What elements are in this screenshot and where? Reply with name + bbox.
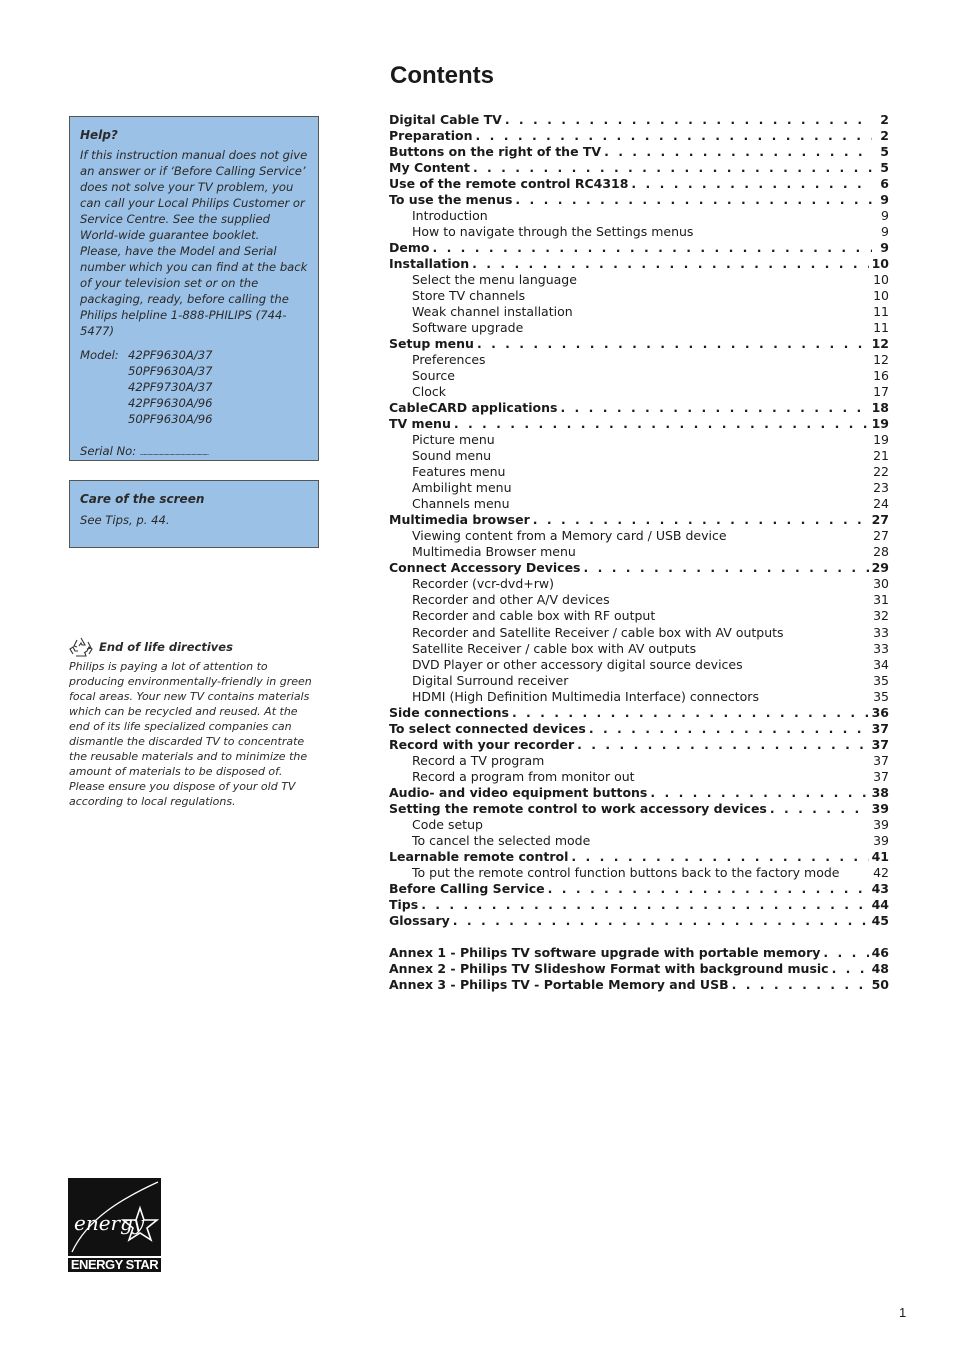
toc-page-number: 9 — [881, 208, 889, 224]
toc-entry-label: Introduction — [412, 208, 488, 224]
toc-page-number: 6 — [880, 176, 889, 192]
toc-entry-label: Annex 2 - Philips TV Slideshow Format with background music — [389, 960, 829, 976]
toc-page-number: 50 — [871, 976, 889, 992]
toc-dot-leader — [832, 961, 869, 977]
toc-entry-label: DVD Player or other accessory digital source devices — [412, 656, 743, 672]
toc-page-number: 46 — [871, 944, 889, 960]
toc-subentry[interactable] — [389, 288, 889, 304]
toc-page-number: 37 — [871, 720, 889, 736]
toc-page-number: 39 — [871, 800, 889, 816]
toc-entry-label: Use of the remote control RC4318 — [389, 176, 629, 192]
toc-page-number: 18 — [871, 400, 889, 416]
toc-page-number: 24 — [873, 496, 889, 512]
toc-entry-label: Record a TV program — [412, 752, 545, 768]
energy-star-logo — [68, 1178, 161, 1272]
toc-page-number: 48 — [871, 960, 889, 976]
toc-entry-label: To cancel the selected mode — [412, 832, 591, 848]
toc-entry-label: To put the remote control function buttons back to the factory mode — [412, 864, 840, 880]
toc-entry-label: Learnable remote control — [389, 848, 569, 864]
toc-entry[interactable] — [389, 336, 889, 352]
toc-entry-label: How to navigate through the Settings menus — [412, 224, 694, 240]
toc-entry-label: Sound menu — [412, 448, 492, 464]
toc-entry-label: Channels menu — [412, 496, 510, 512]
toc-entry-label: HDMI (High Definition Multimedia Interface) connectors — [412, 688, 759, 704]
toc-entry[interactable] — [389, 128, 889, 144]
toc-entry[interactable] — [389, 721, 889, 737]
toc-page-number: 12 — [873, 352, 889, 368]
toc-entry[interactable] — [389, 256, 889, 272]
toc-entry-label: Before Calling Service — [389, 880, 545, 896]
toc-dot-leader — [631, 176, 872, 192]
toc-entry-label: Store TV channels — [412, 288, 526, 304]
eol-text-2: Please ensure you dispose of your old TV according to local regulations. — [69, 780, 296, 808]
toc-entry-label: Viewing content from a Memory card / USB device — [412, 528, 727, 544]
help-box-text: If this instruction manual does not give an answer or if ‘Before Calling Service’ does not solve your TV problem, you can call your Local Philips Customer or Service Centre. See the supplied World-wide guarantee booklet. — [80, 148, 308, 242]
toc-dot-leader — [571, 849, 868, 865]
toc-entry-label: Clock — [412, 384, 446, 400]
toc-entry-label: TV menu — [389, 416, 451, 432]
toc-page-number: 11 — [873, 320, 889, 336]
toc-dot-leader — [453, 913, 869, 929]
toc-entry[interactable] — [389, 945, 889, 961]
toc-dot-leader — [421, 897, 868, 913]
toc-entry-label: Record a program from monitor out — [412, 768, 635, 784]
toc-page-number: 12 — [871, 336, 889, 352]
toc-subentry[interactable] — [389, 368, 889, 384]
toc-entry-label: Source — [412, 368, 455, 384]
toc-entry-label: Tips — [389, 896, 419, 912]
help-box-title: Help? — [80, 128, 118, 142]
toc-page-number: 11 — [873, 304, 889, 320]
toc-entry-label: Record with your recorder — [389, 736, 575, 752]
toc-dot-leader — [512, 705, 869, 721]
toc-entry-label: Multimedia Browser menu — [412, 544, 576, 560]
toc-page-number: 19 — [871, 416, 889, 432]
toc-dot-leader — [577, 737, 868, 753]
model-numbers — [128, 347, 213, 427]
toc-entry[interactable] — [389, 737, 889, 753]
toc-subentry[interactable] — [389, 544, 889, 560]
toc-entry-label: To select connected devices — [389, 720, 586, 736]
model-number: 42PF9630A/37 — [128, 348, 213, 362]
end-of-life-section — [69, 637, 315, 809]
toc-dot-leader — [476, 128, 872, 144]
toc-page-number: 31 — [873, 592, 889, 608]
toc-page-number: 33 — [873, 624, 889, 640]
toc-page-number: 37 — [871, 736, 889, 752]
toc-dot-leader — [650, 785, 868, 801]
toc-entry-label: Satellite Receiver / cable box with AV outputs — [412, 640, 697, 656]
toc-page-number: 41 — [871, 848, 889, 864]
page-number: 1 — [899, 1305, 907, 1320]
toc-page-number: 35 — [873, 688, 889, 704]
toc-dot-leader — [548, 881, 869, 897]
toc-subentry[interactable] — [389, 689, 889, 705]
toc-dot-leader — [477, 336, 869, 352]
toc-page-number: 29 — [871, 560, 889, 576]
toc-entry-label: Recorder and Satellite Receiver / cable box with AV outputs — [412, 624, 784, 640]
toc-dot-leader — [823, 945, 868, 961]
toc-entry-label: Recorder and cable box with RF output — [412, 608, 656, 624]
care-box-title: Care of the screen — [80, 492, 205, 506]
recycle-icon — [69, 637, 93, 657]
toc-entry[interactable] — [389, 849, 889, 865]
toc-entry[interactable] — [389, 144, 889, 160]
care-box — [69, 480, 319, 548]
toc-spacer — [389, 929, 889, 945]
toc-entry-label: Digital Cable TV — [389, 112, 502, 127]
toc-entry-label: Connect Accessory Devices — [389, 560, 581, 576]
toc-entry-label: Digital Surround receiver — [412, 672, 569, 688]
toc-page-number: 35 — [873, 672, 889, 688]
toc-entry-label: CableCARD applications — [389, 400, 558, 416]
energy-script: energy — [74, 1211, 145, 1235]
toc-entry-label: Code setup — [412, 816, 483, 832]
serial-line — [80, 443, 308, 461]
toc-entry[interactable] — [389, 705, 889, 721]
table-of-contents — [389, 112, 889, 993]
toc-dot-leader — [584, 560, 869, 576]
toc-entry-label: Side connections — [389, 704, 509, 720]
toc-entry-label: Setting the remote control to work accessory devices — [389, 800, 767, 816]
toc-subentry[interactable] — [389, 592, 889, 608]
toc-subentry[interactable] — [389, 480, 889, 496]
toc-entry-label: Features menu — [412, 464, 506, 480]
toc-page-number: 19 — [873, 432, 889, 448]
model-number: 50PF9630A/37 — [128, 364, 213, 378]
toc-entry-label: Recorder (vcr-dvd+rw) — [412, 576, 554, 592]
toc-entry-label: Annex 1 - Philips TV software upgrade with portable memory — [389, 944, 821, 960]
toc-entry-label: Preparation — [389, 128, 473, 144]
care-box-text: See Tips, p. 44. — [80, 513, 170, 527]
toc-entry-label: Preferences — [412, 352, 486, 368]
toc-page-number: 27 — [871, 512, 889, 528]
toc-entry[interactable] — [389, 512, 889, 528]
toc-page-number: 36 — [871, 704, 889, 720]
toc-entry-label: Software upgrade — [412, 320, 524, 336]
toc-entry-label: Weak channel installation — [412, 304, 573, 320]
toc-page-number: 37 — [873, 752, 889, 768]
toc-entry[interactable] — [389, 416, 889, 432]
toc-entry-label: Annex 3 - Philips TV - Portable Memory and USB — [389, 976, 729, 992]
toc-page-number: 10 — [873, 288, 889, 304]
toc-entry-label: Ambilight menu — [412, 480, 512, 496]
toc-page-number: 28 — [873, 544, 889, 560]
toc-page-number: 39 — [873, 816, 889, 832]
toc-dot-leader — [533, 512, 869, 528]
toc-entry[interactable] — [389, 192, 889, 208]
toc-page-number: 9 — [880, 240, 889, 256]
toc-entry-label: Recorder and other A/V devices — [412, 592, 610, 608]
energy-star-label: ENERGY STAR — [68, 1256, 161, 1272]
toc-page-number: 27 — [873, 528, 889, 544]
toc-page-number: 30 — [873, 576, 889, 592]
toc-dot-leader — [454, 416, 869, 432]
help-box-text-2: Please, have the Model and Serial number which you can find at the back of your television set or on the packaging, ready, before calling the Philips helpline 1-888-PHILIPS (744-5477) — [80, 244, 308, 338]
toc-page-number: 39 — [873, 832, 889, 848]
toc-entry-label: Glossary — [389, 912, 450, 928]
toc-subentry[interactable] — [389, 352, 889, 368]
toc-dot-leader — [432, 240, 872, 256]
help-box — [69, 116, 319, 461]
toc-entry-label: Audio- and video equipment buttons — [389, 784, 648, 800]
toc-subentry[interactable] — [389, 657, 889, 673]
toc-entry[interactable] — [389, 560, 889, 576]
toc-subentry[interactable] — [389, 608, 889, 624]
toc-entry-label: Multimedia browser — [389, 512, 530, 528]
serial-label: Serial No: — [80, 444, 137, 458]
toc-entry-label: Buttons on the right of the TV — [389, 144, 602, 160]
toc-entry-label: My Content — [389, 160, 470, 176]
toc-page-number: 21 — [873, 448, 889, 464]
model-label: Model: — [80, 348, 119, 362]
toc-entry[interactable] — [389, 897, 889, 913]
toc-page-number: 5 — [880, 144, 889, 160]
eol-heading — [69, 637, 315, 657]
toc-page-number: 33 — [873, 640, 889, 656]
toc-dot-leader — [770, 801, 869, 817]
toc-subentry[interactable] — [389, 448, 889, 464]
toc-page-number: 43 — [871, 880, 889, 896]
toc-subentry[interactable] — [389, 833, 889, 849]
toc-entry-label: Select the menu language — [412, 272, 577, 288]
toc-entry[interactable] — [389, 977, 889, 993]
toc-page-number: 38 — [871, 784, 889, 800]
model-number: 42PF9730A/37 — [128, 380, 213, 394]
toc-subentry[interactable] — [389, 817, 889, 833]
toc-dot-leader — [472, 256, 868, 272]
toc-subentry[interactable] — [389, 496, 889, 512]
toc-page-number: 37 — [873, 768, 889, 784]
toc-subentry[interactable] — [389, 464, 889, 480]
toc-dot-leader — [560, 400, 868, 416]
toc-subentry[interactable] — [389, 224, 889, 240]
toc-entry[interactable] — [389, 240, 889, 256]
toc-page-number: 45 — [871, 912, 889, 928]
toc-page-number: 9 — [881, 224, 889, 240]
toc-subentry[interactable] — [389, 304, 889, 320]
toc-subentry[interactable] — [389, 208, 889, 224]
toc-subentry[interactable] — [389, 272, 889, 288]
toc-page-number: 2 — [880, 128, 889, 144]
toc-dot-leader — [505, 112, 872, 128]
toc-dot-leader — [604, 144, 872, 160]
toc-dot-leader — [515, 192, 872, 208]
toc-page-number: 17 — [873, 384, 889, 400]
toc-page-number: 10 — [871, 256, 889, 272]
eol-title: End of life directives — [99, 639, 233, 654]
toc-page-number: 2 — [880, 112, 889, 127]
toc-page-number: 5 — [880, 160, 889, 176]
toc-page-number: 34 — [873, 656, 889, 672]
toc-dot-leader — [589, 721, 869, 737]
toc-page-number: 16 — [873, 368, 889, 384]
model-number: 42PF9630A/96 — [128, 396, 213, 410]
toc-page-number: 10 — [873, 272, 889, 288]
model-number: 50PF9630A/96 — [128, 412, 213, 426]
toc-subentry[interactable] — [389, 576, 889, 592]
toc-subentry[interactable] — [389, 753, 889, 769]
toc-entry-label: Setup menu — [389, 336, 474, 352]
toc-subentry[interactable] — [389, 673, 889, 689]
eol-text: Philips is paying a lot of attention to producing environmentally-friendly in green focal areas. Your new TV contains materials which can be recycled and reused. At the end of its life specialized companies can dismantle the discarded TV to concentrate the reusable materials and to minimize the amount of materials to be disposed of. — [69, 660, 312, 778]
toc-entry[interactable] — [389, 881, 889, 897]
toc-entry[interactable] — [389, 176, 889, 192]
toc-entry[interactable] — [389, 160, 889, 176]
toc-entry-label: Demo — [389, 240, 430, 256]
energy-star-icon — [68, 1178, 161, 1256]
toc-page-number: 42 — [873, 864, 889, 880]
toc-subentry[interactable] — [389, 865, 889, 881]
toc-entry[interactable] — [389, 112, 889, 128]
toc-page-number: 23 — [873, 480, 889, 496]
toc-page-number: 32 — [873, 608, 889, 624]
toc-entry[interactable] — [389, 961, 889, 977]
toc-dot-leader — [473, 160, 872, 176]
toc-page-number: 9 — [880, 192, 889, 208]
toc-entry-label: Installation — [389, 256, 470, 272]
toc-entry[interactable] — [389, 801, 889, 817]
toc-entry[interactable] — [389, 400, 889, 416]
toc-subentry[interactable] — [389, 625, 889, 641]
toc-subentry[interactable] — [389, 320, 889, 336]
toc-entry[interactable] — [389, 913, 889, 929]
toc-entry[interactable] — [389, 785, 889, 801]
toc-subentry[interactable] — [389, 769, 889, 785]
toc-dot-leader — [732, 977, 869, 993]
toc-subentry[interactable] — [389, 384, 889, 400]
model-list — [80, 347, 308, 427]
toc-entry-label: To use the menus — [389, 192, 513, 208]
toc-subentry[interactable] — [389, 528, 889, 544]
toc-page-number: 22 — [873, 464, 889, 480]
page-title: Contents — [390, 62, 494, 89]
toc-page-number: 44 — [871, 896, 889, 912]
toc-entry-label: Picture menu — [412, 432, 495, 448]
serial-blank: ........................................................ — [139, 449, 209, 457]
toc-subentry[interactable] — [389, 432, 889, 448]
toc-subentry[interactable] — [389, 641, 889, 657]
